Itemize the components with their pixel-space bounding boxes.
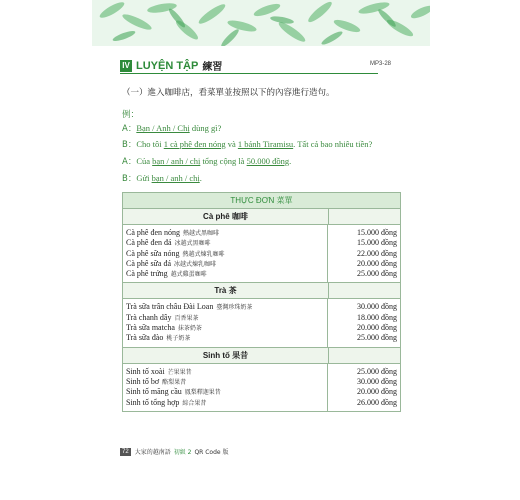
menu-item-name: Trà sữa đào: [126, 333, 164, 343]
underlined-phrase: 1 bánh Tiramisu: [237, 139, 294, 149]
menu-category-side: [329, 283, 400, 298]
line-text: . Tất cả bao nhiêu tiền?: [293, 139, 373, 149]
menu-item-price: 25.000 đồng: [357, 269, 397, 279]
menu-item-name: Cà phê trứng: [126, 269, 168, 279]
menu-item: [126, 377, 327, 387]
line-text: dùng gì?: [189, 123, 222, 133]
menu-item: [126, 313, 327, 323]
menu-item: [126, 387, 327, 397]
exercise-instruction: （一）進入咖啡店，看菜單並按照以下的內容進行造句。: [122, 88, 335, 98]
menu-items-block: [123, 364, 400, 411]
example-label: 例：: [122, 110, 140, 120]
menu-item: [126, 398, 327, 408]
speaker-label: A：: [122, 124, 137, 134]
menu-item-name: Cà phê đen nóng: [126, 228, 180, 237]
menu-item-name: Cà phê đen đá: [126, 238, 172, 248]
menu-category-name: Trà 茶: [123, 283, 329, 298]
line-text: tổng cộng là: [200, 156, 247, 166]
menu-item: [126, 323, 327, 333]
menu-item-name-zh: 越式雞蛋咖啡: [170, 271, 207, 279]
speaker-label: B：: [122, 140, 137, 150]
menu-category-side: [329, 209, 400, 224]
menu-item-name: Sinh tố tổng hợp: [126, 397, 180, 407]
leaf-decoration: [92, 0, 430, 46]
menu-item-names: [123, 364, 328, 411]
menu-item-name-zh: 熱越式黑咖啡: [183, 230, 220, 237]
menu-item-name-zh: 臺灣珍珠奶茶: [216, 304, 253, 312]
menu-item-name-zh: 百香果茶: [174, 314, 199, 322]
menu-item-price: 18.000 đồng: [357, 312, 397, 322]
line-text: Của: [136, 156, 153, 166]
menu-item: [126, 259, 327, 269]
section-heading: [120, 58, 222, 73]
section-title: LUYỆN TẬP: [136, 59, 199, 72]
menu-items-block: [123, 225, 400, 283]
section-title-zh: 練習: [202, 62, 223, 73]
book-title: 大家的越南語: [134, 449, 171, 456]
menu-item-name: Trà sữa trân châu Đài Loan: [126, 302, 214, 312]
section-badge: IV: [120, 60, 132, 72]
menu-item: [126, 249, 327, 259]
menu-item-price: 20.000 đồng: [357, 323, 397, 333]
menu-item-name-zh: 酪梨果昔: [162, 378, 187, 386]
menu-item-name-zh: 抹茶奶茶: [177, 325, 202, 333]
menu-category-name: Cà phê 咖啡: [123, 209, 329, 224]
audio-track-label: MP3-28: [370, 61, 392, 67]
menu-items-block: [123, 299, 400, 347]
book-level: 初級 2: [173, 449, 192, 456]
menu-item-name: Cà phê sữa nóng: [126, 248, 180, 258]
underlined-phrase: bạn / anh / chị: [151, 173, 200, 183]
menu-item-price: 22.000 đồng: [357, 248, 397, 258]
menu-item-prices: [328, 225, 400, 282]
menu-category-side: [329, 348, 400, 363]
menu-item: [126, 333, 327, 343]
example-line: [122, 155, 291, 167]
section-divider: [120, 73, 378, 74]
menu-item-price: 20.000 đồng: [357, 258, 397, 268]
menu-item-price: 25.000 đồng: [357, 333, 397, 343]
menu-item-price: 26.000 đồng: [357, 397, 397, 407]
menu-item-price: 15.000 đồng: [357, 238, 397, 248]
menu-item-prices: [328, 364, 400, 411]
menu-item-prices: [328, 299, 400, 346]
menu-item: [126, 238, 327, 248]
menu-item-name: Trà sữa matcha: [126, 323, 175, 333]
menu-item-price: 20.000 đồng: [357, 387, 397, 397]
underlined-phrase: 1 cà phê đen nóng: [163, 139, 226, 149]
menu-title: THỰC ĐƠN 菜單: [123, 193, 400, 209]
example-line: [122, 122, 221, 134]
menu-table: [122, 192, 401, 412]
menu-item: [126, 269, 327, 279]
underlined-phrase: 50.000 đồng: [246, 156, 290, 166]
menu-item-name: Cà phê sữa đá: [126, 258, 171, 268]
line-text: .: [199, 173, 202, 183]
line-text: và: [225, 139, 238, 149]
underlined-phrase: Bạn / Anh / Chị: [136, 123, 190, 133]
menu-item-price: 30.000 đồng: [357, 302, 397, 312]
menu-item-name: Sinh tố bơ: [126, 376, 160, 386]
menu-item-name: Sinh tố mãng cầu: [126, 387, 182, 397]
menu-item-name: Trà chanh dây: [126, 312, 172, 322]
menu-category-row: [123, 283, 400, 299]
menu-item: [126, 228, 327, 238]
speaker-label: A：: [122, 157, 137, 167]
menu-item-price: 25.000 đồng: [357, 366, 397, 376]
menu-item-name-zh: 桃子奶茶: [166, 335, 191, 343]
menu-item-name-zh: 熱越式煉乳咖啡: [182, 250, 225, 258]
underlined-phrase: bạn / anh / chị: [152, 156, 201, 166]
speaker-label: B：: [122, 174, 137, 184]
menu-item-name-zh: 綜合果昔: [182, 399, 207, 407]
menu-category-name: Sinh tố 果昔: [123, 348, 329, 363]
page-footer: [120, 447, 229, 456]
menu-category-row: [123, 348, 400, 364]
menu-item: [126, 302, 327, 312]
menu-item-price: 30.000 đồng: [357, 376, 397, 386]
menu-item: [126, 367, 327, 377]
menu-item-names: [123, 225, 328, 282]
menu-item-name-zh: 冰越式黑咖啡: [174, 240, 211, 248]
line-text: Gửi: [136, 173, 152, 183]
line-text: .: [289, 156, 292, 166]
menu-item-name: Sinh tố xoài: [126, 366, 165, 376]
menu-item-price: 15.000 đồng: [357, 228, 397, 237]
menu-item-names: [123, 299, 328, 346]
menu-item-name-zh: 冰越式煉乳咖啡: [174, 260, 217, 268]
edition-label: QR Code 版: [194, 449, 229, 456]
line-text: Cho tôi: [136, 139, 164, 149]
page-number: 72: [122, 448, 129, 455]
example-line: [122, 138, 372, 150]
menu-category-row: [123, 209, 400, 225]
example-line: [122, 172, 202, 184]
menu-item-name-zh: 芒果果昔: [167, 368, 192, 376]
menu-item-name-zh: 鳳梨釋迦果昔: [184, 389, 221, 397]
